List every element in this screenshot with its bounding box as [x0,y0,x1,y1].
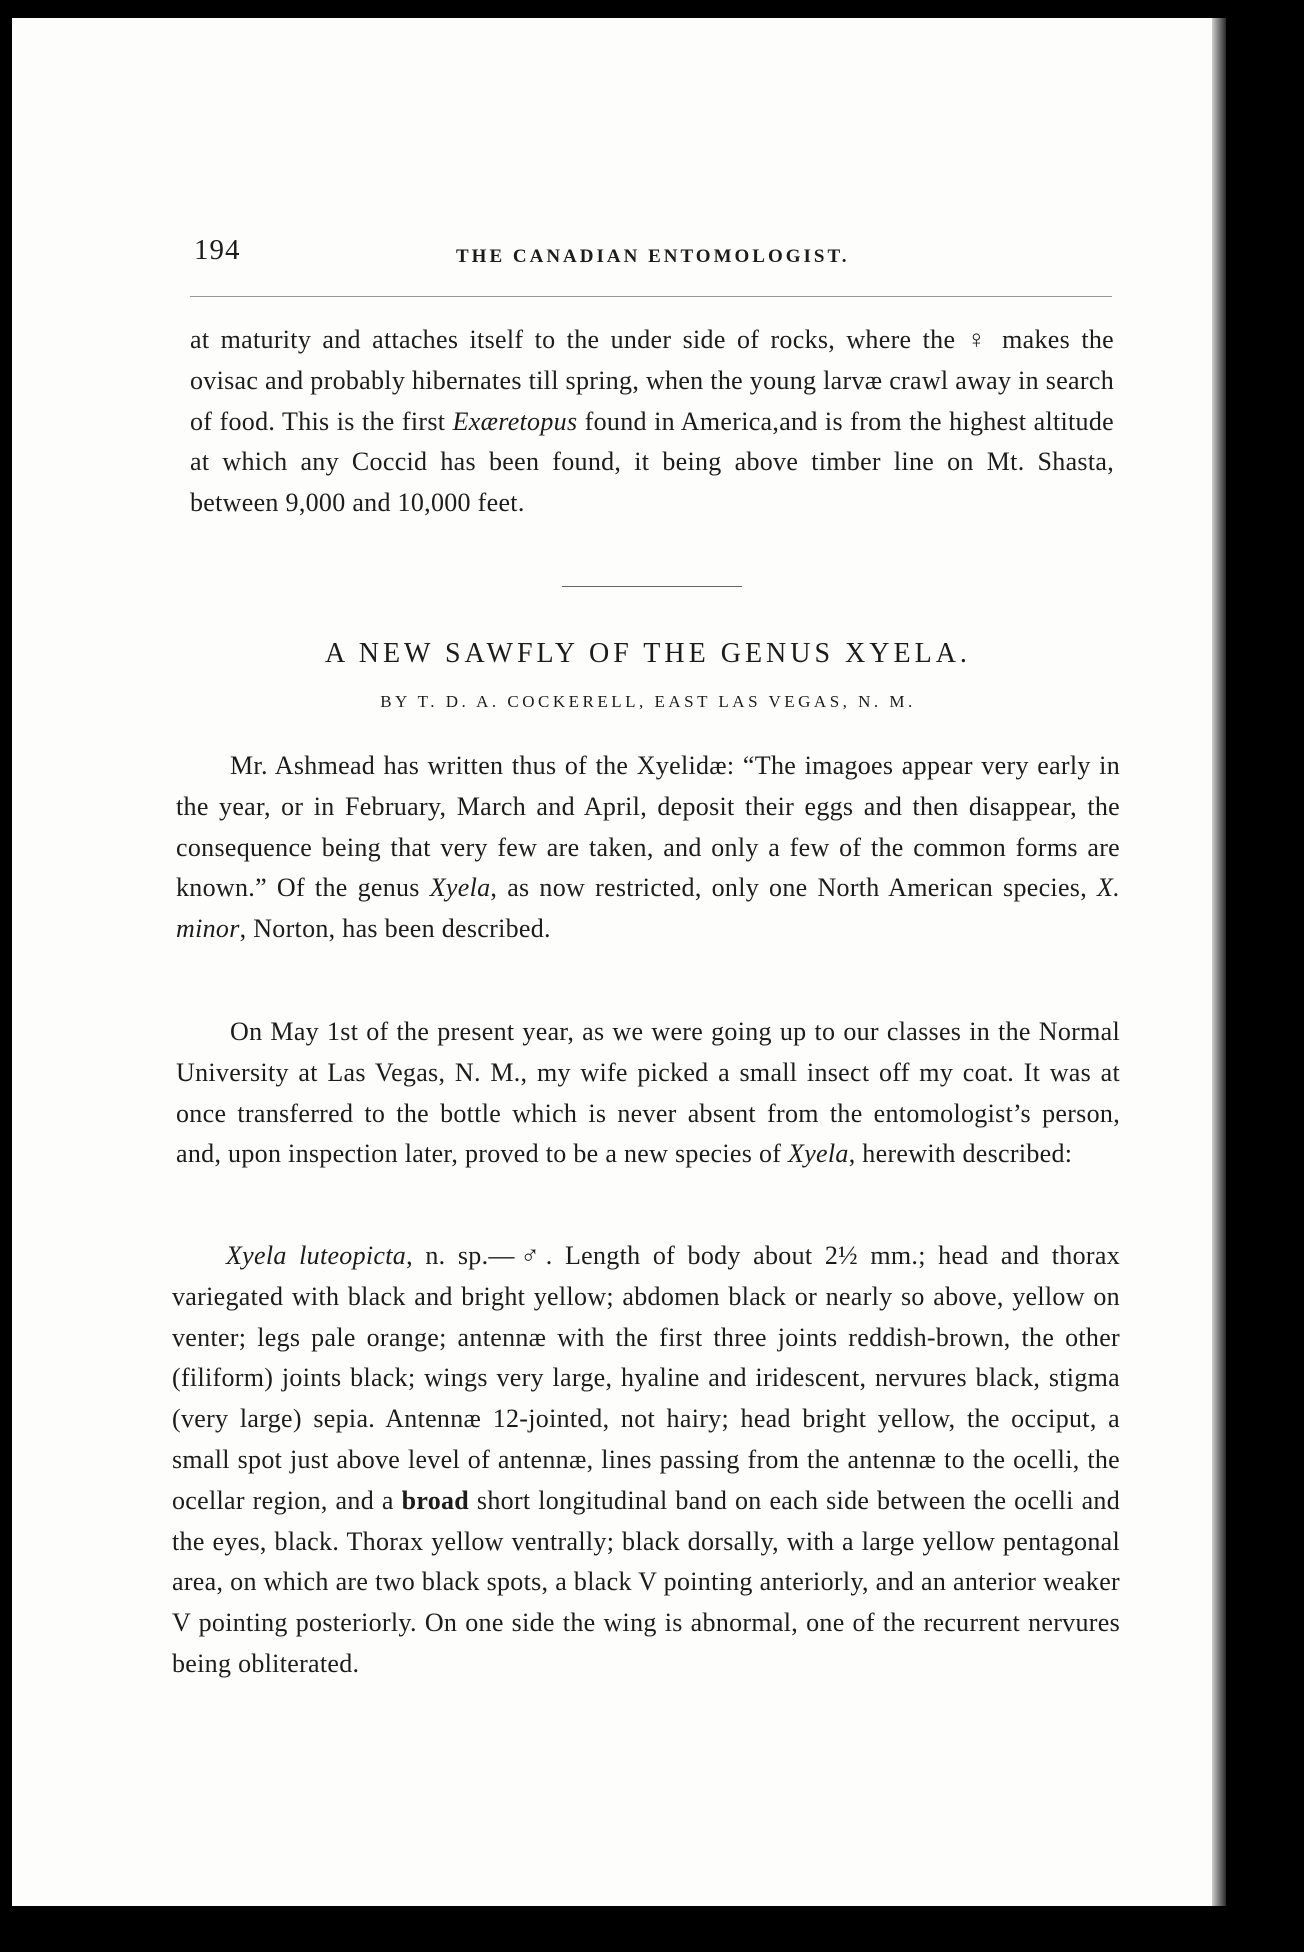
journal-page [12,18,1212,1906]
page-number: 194 [194,234,241,266]
header-rule [190,296,1112,297]
genus-name: Xyela [788,1139,849,1169]
paragraph-2 [176,1012,1120,1175]
genus-name: Xyela [429,873,491,903]
page-header [176,218,1120,274]
page-edge-shadow [1212,18,1226,1906]
article-title: A NEW SAWFLY OF THE GENUS XYELA. [325,638,971,669]
species-description [172,1236,1120,1685]
paragraph-1-text-2: , as now restricted, only one North American species, [490,873,1098,903]
description-text-1: , n. sp.—♂. Length of body about 2½ mm.; head and thorax variegated with black and bright yellow; abdomen black or nearly so above, yellow on venter; legs pale orange; antennæ with the first three joints reddish-brown, the other (filiform) joints black; wings very large, hyaline and iridescent, nervures black, stigma (very large) sepia. Antennæ 12-jointed, not hairy; head bright yellow, the occiput, a small spot just above level of antennæ, lines passing from the antennæ to the ocelli, the ocellar region, and a [172,1241,1120,1515]
page-content [172,218,1121,1678]
section-separator [562,586,742,587]
continuation-paragraph [190,320,1114,524]
genus-name: Exæretopus [452,406,578,436]
continuation-text-2: found in America,and is from the highest altitude at which any Coccid has been found, it being above timber line on Mt. Shasta, between 9,000 and 10,000 feet. [190,406,1114,518]
species-name: Xyela luteopicta [226,1241,407,1270]
paragraph-1-text-3: , Norton, has been described. [239,914,551,944]
description-text-2: short longitudinal band on each side between the ocelli and the eyes, black. Thorax yellow ventrally; black dorsally, with a large yellow pentagonal area, on which are two black spots, a black V pointing anteriorly, and an anterior weaker V pointing posteriorly. On one side the wing is abnormal, one of the recurrent nervures being obliterated. [172,1485,1121,1678]
paragraph-2-text-1: On May 1st of the present year, as we were going up to our classes in the Normal University at Las Vegas, N. M., my wife picked a small insect off my coat. It was at once transferred to the bottle which is never absent from the entomologist’s person, and, upon inspection later, proved to be a new species of [176,1017,1120,1169]
paragraph-2-text-2: , herewith described: [848,1139,1073,1169]
paragraph-1-text-1: Mr. Ashmead has written thus of the Xyelidæ: “The imagoes appear very early in the year, or in February, March and April, deposit their eggs and then disappear, the consequence being that very few are taken, and only a few of the common forms are known.” Of the genus [176,751,1120,903]
article-byline: BY T. D. A. COCKERELL, EAST LAS VEGAS, N. M. [380,692,916,711]
bold-word: broad [401,1485,470,1515]
paragraph-1 [176,746,1120,950]
running-head: THE CANADIAN ENTOMOLOGIST. [456,246,850,267]
species-name: X. minor [176,873,1120,944]
continuation-text-1: at maturity and attaches itself to the under side of rocks, where the ♀ makes the ovisac and probably hibernates till spring, when the young larvæ crawl away in search of food. This is the first [190,325,1114,436]
